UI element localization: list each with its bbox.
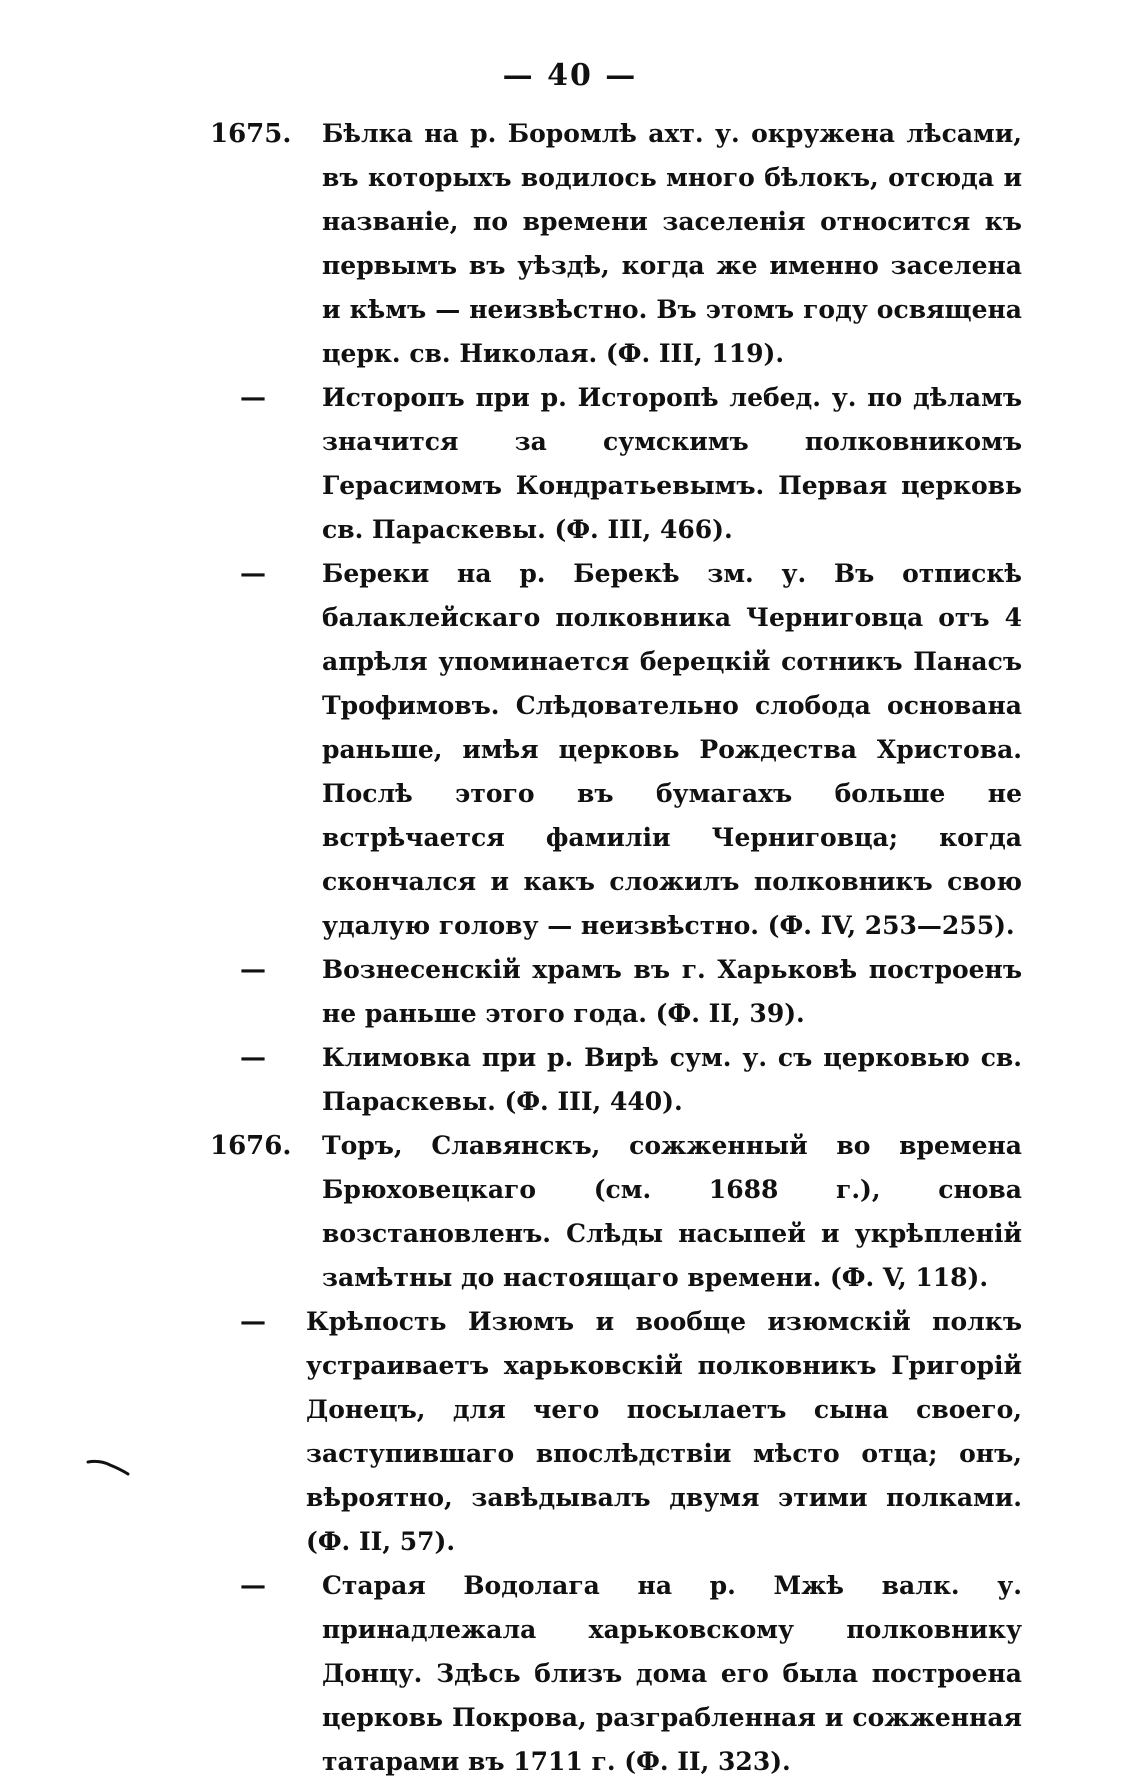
entry-izyum: [0, 1300, 1140, 1564]
entry-dash: —: [240, 559, 266, 589]
entry-istorop: [0, 376, 1140, 552]
entry-text: Исторопъ при р. Исторопѣ лебед. у. по дѣламъ значится за сумскимъ полковникомъ Герасимомъ Кондратьевымъ. Первая церковь св. Параскевы. (Ф. III, 466).: [322, 383, 1022, 544]
entry-staraya-vodolaga: [0, 1564, 1140, 1784]
page-number: — 40 —: [502, 58, 638, 93]
entry-1676-tor: [0, 1124, 1140, 1300]
entry-voznesensky: [0, 948, 1140, 1036]
entry-bereki: [0, 552, 1140, 948]
entry-year: 1675.: [210, 119, 292, 149]
entry-dash: —: [240, 955, 266, 985]
entry-klimovka: [0, 1036, 1140, 1124]
entry-text: Старая Водолага на р. Мжѣ валк. у. принадлежала харьковскому полковнику Донцу. Здѣсь близъ дома его была построена церковь Покрова, разграбленная и сожженная татарами въ 1711 г. (Ф. II, 323).: [322, 1571, 1022, 1776]
entry-text: Береки на р. Берекѣ зм. у. Въ отпискѣ балаклейскаго полковника Черниговца отъ 4 апрѣля упоминается берецкій сотникъ Панасъ Трофимовъ. Слѣдовательно слобода основана раньше, имѣя церковь Рождества Христова. Послѣ этого въ бумагахъ больше не встрѣчается фамиліи Черниговца; когда скончался и какъ сложилъ полковникъ свою удалую голову — неизвѣстно. (Ф. IV, 253—255).: [322, 559, 1022, 940]
entry-year: 1676.: [210, 1131, 292, 1161]
entry-dash: —: [240, 1307, 266, 1337]
entry-text: Вознесенскій храмъ въ г. Харьковѣ построенъ не раньше этого года. (Ф. II, 39).: [322, 955, 1022, 1028]
entry-dash: —: [240, 383, 266, 413]
entry-1675-belka: [0, 112, 1140, 376]
ink-smudge-mark: [86, 1458, 130, 1476]
entry-text: Крѣпость Изюмъ и вообще изюмскій полкъ устраиваетъ харьковскій полковникъ Григорій Донецъ, для чего посылаетъ сына своего, заступившаго впослѣдствіи мѣсто отца; онъ, вѣроятно, завѣдывалъ двумя этими полками. (Ф. II, 57).: [306, 1307, 1022, 1556]
entry-text: Бѣлка на р. Боромлѣ ахт. у. окружена лѣсами, въ которыхъ водилось много бѣлокъ, отсюда и названіе, по времени заселенія относится къ первымъ въ уѣздѣ, когда же именно заселена и кѣмъ — неизвѣстно. Въ этомъ году освящена церк. св. Николая. (Ф. III, 119).: [322, 119, 1022, 368]
entry-text: Торъ, Славянскъ, сожженный во времена Брюховецкаго (см. 1688 г.), снова возстановленъ. Слѣды насыпей и укрѣпленій замѣтны до настоящаго времени. (Ф. V, 118).: [322, 1131, 1022, 1292]
entry-dash: —: [240, 1571, 266, 1601]
chronicle-entries: [0, 112, 1140, 1784]
entry-dash: —: [240, 1043, 266, 1073]
entry-text: Климовка при р. Вирѣ сум. у. съ церковью св. Параскевы. (Ф. III, 440).: [322, 1043, 1022, 1116]
